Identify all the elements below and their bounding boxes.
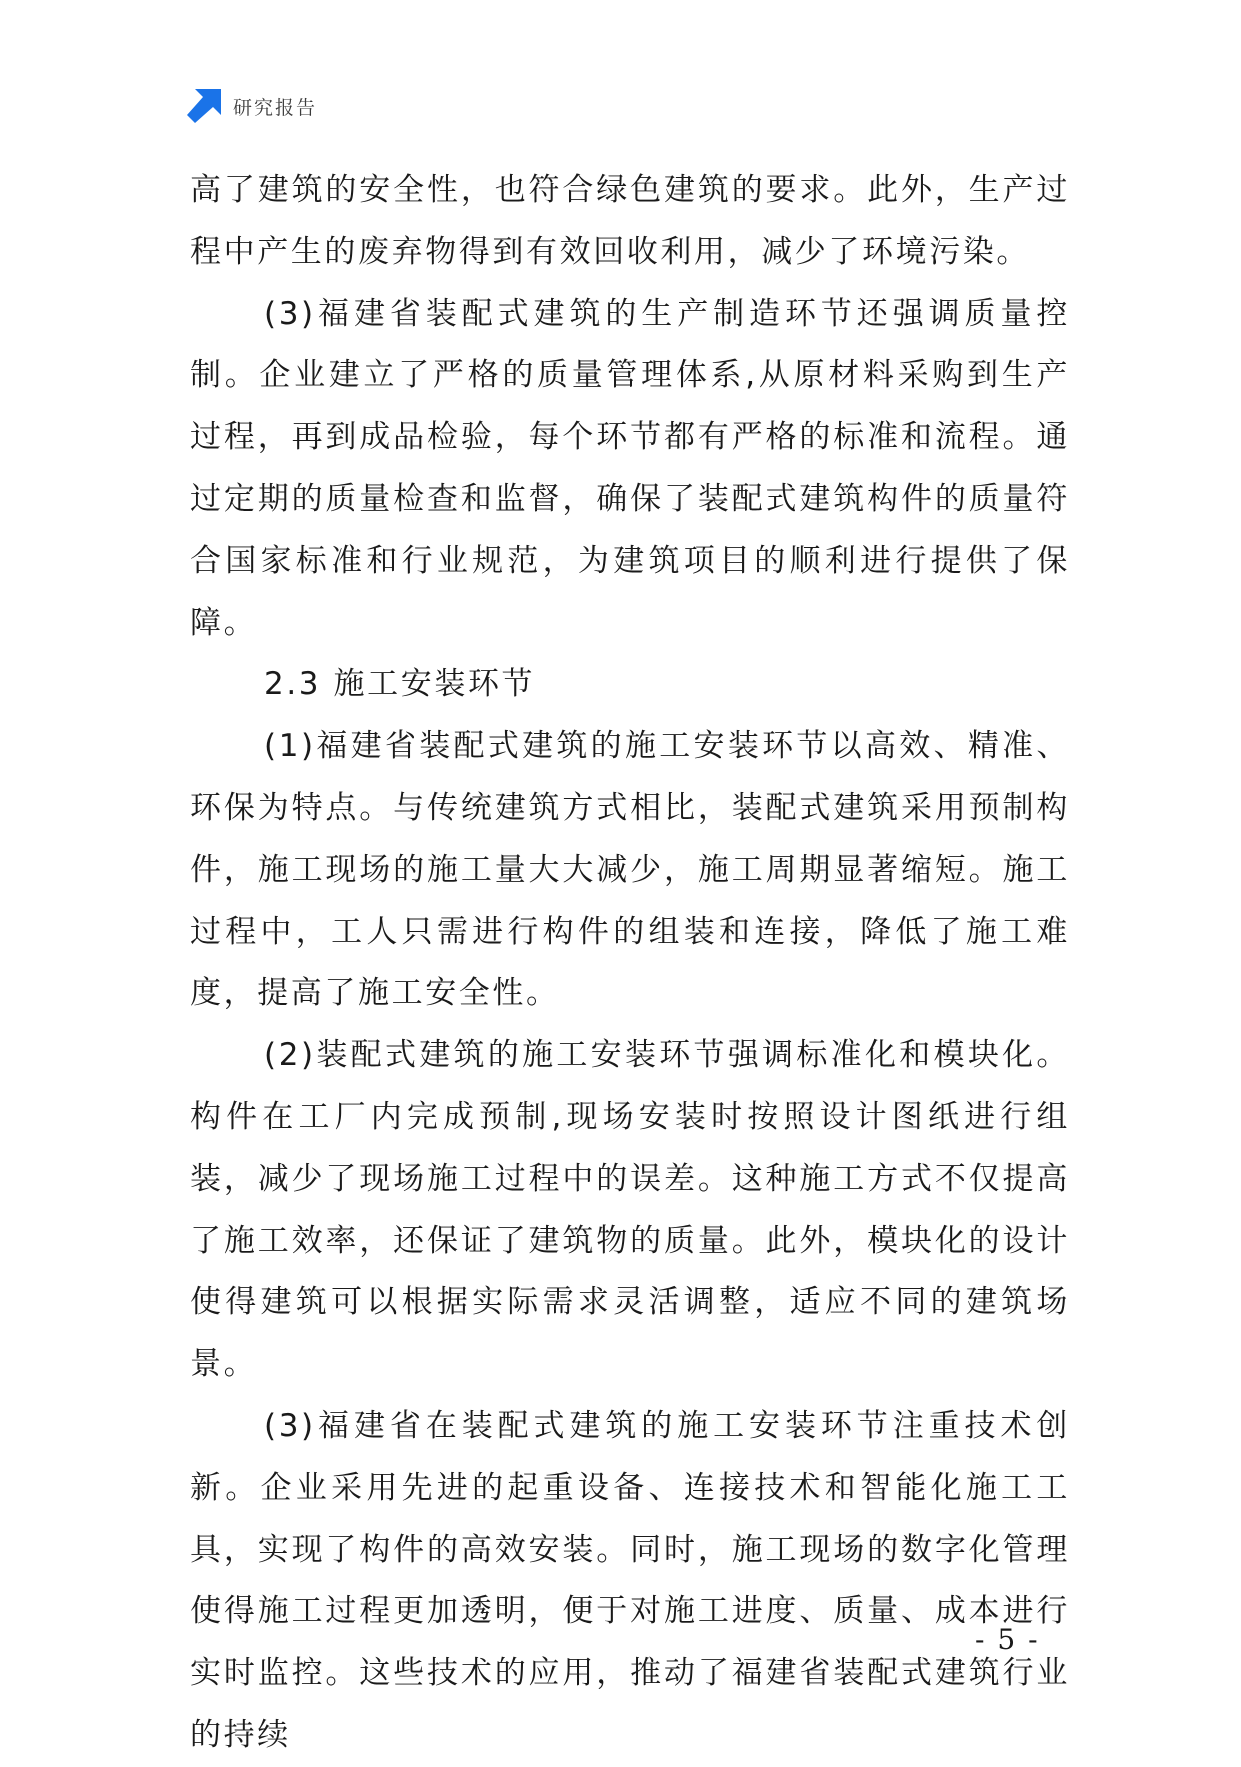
- header-title: 研究报告: [233, 96, 318, 119]
- page-header: [187, 88, 317, 124]
- paragraph-installation-3: (3)福建省在装配式建筑的施工安装环节注重技术创新。企业采用先进的起重设备、连接技术和智能化施工工具，实现了构件的高效安装。同时，施工现场的数字化管理使得施工过程更加透明，便于对施工进度、质量、成本进行实时监控。这些技术的应用，推动了福建省装配式建筑行业的持续: [190, 1407, 1070, 1753]
- paragraph-quality-control: (3)福建省装配式建筑的生产制造环节还强调质量控制。企业建立了严格的质量管理体系,从原材料采购到生产过程，再到成品检验，每个环节都有严格的标准和流程。通过定期的质量检查和监督，确保了装配式建筑构件的质量符合国家标准和行业规范，为建筑项目的顺利进行提供了保障。: [190, 295, 1070, 641]
- paragraph-continuation: 高了建筑的安全性，也符合绿色建筑的要求。此外，生产过程中产生的废弃物得到有效回收利用，减少了环境污染。: [190, 172, 1070, 270]
- paragraph-installation-1: (1)福建省装配式建筑的施工安装环节以高效、精准、环保为特点。与传统建筑方式相比，装配式建筑采用预制构件，施工现场的施工量大大减少，施工周期显著缩短。施工过程中，工人只需进行构件的组装和连接，降低了施工难度，提高了施工安全性。: [190, 728, 1070, 1012]
- document-body: [190, 160, 1070, 1767]
- page-number: - 5 -: [975, 1623, 1040, 1656]
- arrow-up-right-icon: [187, 89, 221, 123]
- paragraph-installation-2: (2)装配式建筑的施工安装环节强调标准化和模块化。构件在工厂内完成预制,现场安装时按照设计图纸进行组装，减少了现场施工过程中的误差。这种施工方式不仅提高了施工效率，还保证了建筑物的质量。此外，模块化的设计使得建筑可以根据实际需求灵活调整，适应不同的建筑场景。: [190, 1037, 1070, 1383]
- section-heading-2-3: 2.3 施工安装环节: [264, 666, 536, 703]
